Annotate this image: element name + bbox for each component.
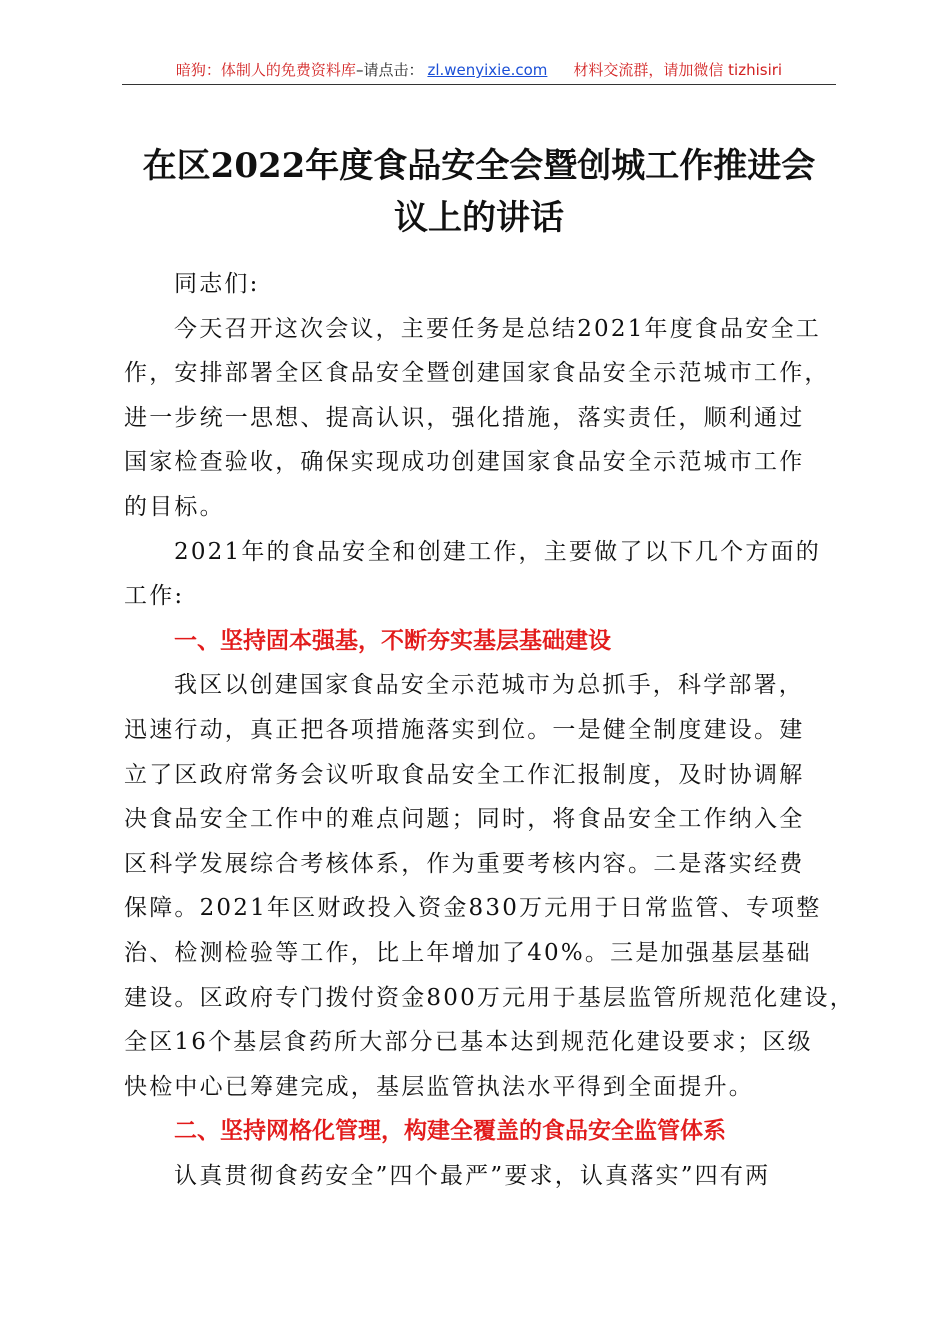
paragraph-line: 的目标。 xyxy=(124,493,225,520)
paragraph-line: 作，安排部署全区食品安全暨创建国家食品安全示范城市工作， xyxy=(124,360,830,387)
paragraph-line: 治、检测检验等工作，比上年增加了40%。三是加强基层基础 xyxy=(124,939,812,966)
paragraph-section-2 xyxy=(124,1154,838,1199)
paragraph-line: 保障。2021年区财政投入资金830万元用于日常监管、专项整 xyxy=(124,895,822,922)
paragraph-line: 全区16个基层食药所大部分已基本达到规范化建设要求；区级 xyxy=(124,1029,813,1056)
paragraph-line: 立了区政府常务会议听取食品安全工作汇报制度，及时协调解 xyxy=(124,761,805,788)
header-click-text: –请点击： xyxy=(355,61,424,79)
paragraph-line: 认真贯彻食药安全”四个最严”要求，认真落实”四有两 xyxy=(174,1162,771,1189)
paragraph-line: 快检中心已筹建完成，基层监管执法水平得到全面提升。 xyxy=(124,1073,754,1100)
document-body xyxy=(124,262,855,1198)
paragraph-line: 工作: xyxy=(124,583,185,610)
page-header xyxy=(122,58,836,85)
header-link[interactable]: zl.wenyixie.com xyxy=(427,61,548,79)
paragraph-line: 国家检查验收，确保实现成功创建国家食品安全示范城市工作 xyxy=(124,449,805,476)
paragraph-line: 建设。区政府专门拨付资金800万元用于基层监管所规范化建设， xyxy=(124,984,855,1011)
paragraph-summary xyxy=(124,530,838,619)
title-line-2: 议上的讲话 xyxy=(394,198,564,238)
paragraph-line: 今天召开这次会议，主要任务是总结2021年度食品安全工 xyxy=(174,315,821,342)
salutation xyxy=(124,262,838,307)
paragraph-intro xyxy=(124,307,838,530)
paragraph-line: 我区以创建国家食品安全示范城市为总抓手，科学部署， xyxy=(174,672,804,699)
document-title xyxy=(122,140,836,244)
paragraph-line: 迅速行动，真正把各项措施落实到位。一是健全制度建设。建 xyxy=(124,716,805,743)
paragraph-line: 区科学发展综合考核体系，作为重要考核内容。二是落实经费 xyxy=(124,850,805,877)
header-promo: 暗狗：体制人的免费资料库 xyxy=(175,61,356,79)
header-contact: 材料交流群，请加微信 tizhisiri xyxy=(573,61,783,79)
paragraph-line: 决食品安全工作中的难点问题；同时，将食品安全工作纳入全 xyxy=(124,806,805,833)
title-line-1: 在区2022年度食品安全会暨创城工作推进会 xyxy=(142,146,816,186)
section-heading-2: 二、坚持网格化管理，构建全覆盖的食品安全监管体系 xyxy=(174,1118,726,1145)
paragraph-line: 2021年的食品安全和创建工作，主要做了以下几个方面的 xyxy=(174,538,821,565)
paragraph-line: 进一步统一思想、提高认识，强化措施，落实责任，顺利通过 xyxy=(124,404,805,431)
salutation-text: 同志们: xyxy=(174,271,260,297)
paragraph-section-1 xyxy=(124,663,855,1109)
section-heading-1: 一、坚持固本强基，不断夯实基层基础建设 xyxy=(174,627,611,654)
